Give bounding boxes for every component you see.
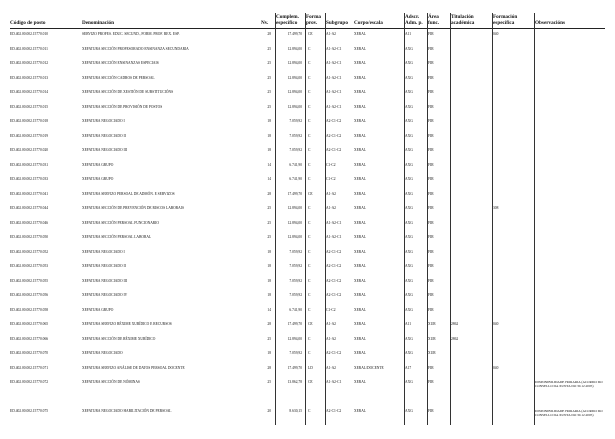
cell-sub: A2-C1-C2 bbox=[326, 278, 342, 283]
cell-corps: XERAL bbox=[354, 380, 366, 384]
cell-forma: LD bbox=[308, 365, 313, 370]
cell-area: FIR bbox=[428, 191, 434, 196]
cell-forma: C bbox=[308, 90, 311, 94]
cell-adscr: AXG bbox=[405, 220, 413, 225]
cell-corps: XERAL bbox=[354, 235, 366, 239]
cell-sub: A1-A2-C1 bbox=[326, 104, 342, 109]
header-forma-2: prov. bbox=[306, 20, 318, 26]
cell-name: XEFATURA NEGOCIADO II bbox=[82, 133, 126, 138]
cell-sub: A2-C1-C2 bbox=[326, 264, 342, 268]
cell-name: XEFATURA SECCIÓN DE NÓMINAS bbox=[82, 380, 140, 384]
cell-comp: 7.059,92 bbox=[289, 119, 302, 123]
cell-corps: XERAL bbox=[354, 206, 366, 210]
cell-sub: A1-A2-C1 bbox=[326, 380, 342, 384]
cell-code: ED.402.00.002.15770.015 bbox=[10, 104, 49, 109]
cell-adscr: AXG bbox=[405, 119, 413, 123]
cell-area: FIR bbox=[428, 409, 434, 413]
cell-level: 14 bbox=[267, 307, 271, 312]
cell-name: XEFATURA GRUPO bbox=[82, 307, 114, 312]
cell-area: FIR bbox=[428, 307, 434, 312]
cell-name: XEFATURA SECCIÓN DE PREVENCIÓN DE RISCOS LABORAIS bbox=[82, 206, 184, 210]
cell-forma: C bbox=[308, 177, 311, 181]
cell-code: ED.402.00.002.15770.011 bbox=[10, 46, 48, 51]
cell-level: 25 bbox=[267, 46, 271, 51]
header-obs: Observacións bbox=[535, 20, 565, 26]
cell-comp: 7.059,92 bbox=[289, 351, 302, 355]
table-row bbox=[10, 105, 605, 117]
cell-adscr: A11 bbox=[405, 322, 412, 326]
cell-code: ED.402.00.002.15770.066 bbox=[10, 336, 49, 341]
cell-name: XEFATURA NEGOCIADO II bbox=[82, 264, 126, 268]
cell-forma: C bbox=[308, 162, 311, 167]
cell-level: 25 bbox=[267, 90, 271, 94]
table-row bbox=[10, 235, 605, 247]
cell-sub: A2-C1-C2 bbox=[326, 148, 342, 152]
cell-name: XEFATURA NEGOCIADO III bbox=[82, 278, 128, 283]
header-adscr-1: Adscr. bbox=[405, 14, 420, 20]
cell-area: FIR bbox=[428, 162, 434, 167]
cell-area: FIR bbox=[428, 46, 434, 51]
table-row bbox=[10, 32, 605, 44]
cell-level: 25 bbox=[267, 336, 271, 341]
cell-code: ED.402.00.002.15770.056 bbox=[10, 293, 49, 297]
cell-sub: A2-C1-C2 bbox=[326, 409, 342, 413]
table-row bbox=[10, 264, 605, 276]
cell-comp: 6.741,90 bbox=[289, 177, 302, 181]
cell-adscr: AXG bbox=[405, 90, 413, 94]
cell-form: 040 bbox=[493, 32, 499, 36]
cell-code: ED.402.00.002.15770.070 bbox=[10, 351, 49, 355]
cell-area: FIR bbox=[428, 380, 434, 384]
cell-comp: 12.894,00 bbox=[287, 206, 302, 210]
cell-comp: 12.894,00 bbox=[287, 104, 302, 109]
cell-sub: A2-C1-C2 bbox=[326, 119, 342, 123]
cell-area: FIR bbox=[428, 220, 434, 225]
cell-area: FIR bbox=[428, 32, 434, 36]
cell-comp: 12.894,00 bbox=[287, 46, 302, 51]
header-formacion-1: Formación bbox=[493, 14, 518, 20]
cell-corps: XERAL bbox=[354, 177, 366, 181]
table-row bbox=[10, 250, 605, 262]
cell-comp: 6.741,90 bbox=[289, 162, 302, 167]
cell-forma: C bbox=[308, 75, 311, 80]
cell-area: FIR bbox=[428, 278, 434, 283]
cell-forma: C bbox=[308, 119, 311, 123]
cell-forma: C bbox=[308, 61, 311, 65]
cell-level: 28 bbox=[267, 191, 271, 196]
cell-corps: XERAL bbox=[354, 409, 366, 413]
cell-sub: A1-A2 bbox=[326, 206, 336, 210]
header-comp-2: específico bbox=[276, 20, 298, 26]
cell-tit: 2862 bbox=[451, 336, 459, 341]
cell-code: ED.402.00.002.15770.075 bbox=[10, 409, 49, 413]
table-row bbox=[10, 308, 605, 320]
cell-corps: XERAL bbox=[354, 119, 366, 123]
cell-form: 040 bbox=[493, 322, 499, 326]
cell-adscr: AXG bbox=[405, 380, 413, 384]
cell-name: XEFATURA NEGOCIADO III bbox=[82, 148, 128, 152]
cell-name: XEFATURA SECCIÓN DE RÉXIME XURÍDICO bbox=[82, 336, 156, 341]
cell-level: 18 bbox=[267, 133, 271, 138]
table-row bbox=[10, 163, 605, 175]
cell-code: ED.402.00.002.15770.019 bbox=[10, 133, 49, 138]
cell-adscr: AXG bbox=[405, 249, 413, 254]
cell-adscr: AXG bbox=[405, 148, 413, 152]
cell-sub: A2-C1-C2 bbox=[326, 133, 342, 138]
cell-level: 18 bbox=[267, 351, 271, 355]
cell-corps: XERAL bbox=[354, 148, 366, 152]
cell-name: XEFATURA SECCIÓN PERSOAL FUNCIONARIO bbox=[82, 220, 159, 225]
table-row bbox=[10, 134, 605, 146]
cell-adscr: AXG bbox=[405, 104, 413, 109]
cell-name: XEFATURA SECCIÓN ENSINANZAS ESPECIAIS bbox=[82, 61, 159, 65]
cell-corps: XERAL bbox=[354, 162, 366, 167]
cell-forma: CE bbox=[308, 322, 313, 326]
cell-comp: 8.630,15 bbox=[289, 409, 302, 413]
table-row bbox=[10, 366, 605, 378]
header-area-1: Área bbox=[428, 14, 439, 20]
cell-area: FIR bbox=[428, 148, 434, 152]
cell-sub: C1-C2 bbox=[326, 162, 336, 167]
cell-name: XEFATURA SECCIÓN PERSOAL LABORAL bbox=[82, 235, 152, 239]
cell-adscr: AXG bbox=[405, 61, 413, 65]
cell-level: 28 bbox=[267, 32, 271, 36]
cell-area: FIR bbox=[428, 61, 434, 65]
cell-code: ED.402.00.002.15770.031 bbox=[10, 162, 49, 167]
cell-adscr: AXG bbox=[405, 75, 413, 80]
cell-adscr: A17 bbox=[405, 365, 412, 370]
cell-comp: 7.059,92 bbox=[289, 264, 302, 268]
cell-adscr: AXG bbox=[405, 177, 413, 181]
cell-code: ED.402.00.002.15770.041 bbox=[10, 191, 49, 196]
cell-forma: CE bbox=[308, 32, 313, 36]
cell-level: 18 bbox=[267, 148, 271, 152]
cell-area: FIR bbox=[428, 90, 434, 94]
cell-corps: XERAL bbox=[354, 264, 366, 268]
header-titulacion-2: académica bbox=[451, 20, 475, 26]
cell-forma: C bbox=[308, 293, 311, 297]
cell-name: XEFATURA SERVIZO ANÁLISE DE DATOS PERSOAL DOCENTE bbox=[82, 365, 185, 370]
cell-forma: C bbox=[308, 307, 311, 312]
cell-code: ED.402.00.002.15770.033 bbox=[10, 177, 49, 181]
cell-comp: 12.894,00 bbox=[287, 75, 302, 80]
cell-sub: C1-C2 bbox=[326, 307, 336, 312]
cell-adscr: AXG bbox=[405, 235, 413, 239]
header-rule bbox=[10, 28, 605, 29]
cell-adscr: AXG bbox=[405, 191, 413, 196]
cell-corps: XERAL bbox=[354, 336, 366, 341]
cell-forma: C bbox=[308, 351, 311, 355]
cell-area: FIR bbox=[428, 249, 434, 254]
cell-corps: XERAL bbox=[354, 322, 366, 326]
cell-code: ED.402.00.002.15770.072 bbox=[10, 380, 49, 384]
cell-code: ED.402.00.002.15770.058 bbox=[10, 307, 49, 312]
cell-area: FIR bbox=[428, 119, 434, 123]
cell-forma: C bbox=[308, 235, 311, 239]
cell-code: ED.402.00.002.15770.071 bbox=[10, 365, 49, 370]
cell-corps: XERAL bbox=[354, 220, 366, 225]
table-row bbox=[10, 409, 605, 421]
cell-level: 18 bbox=[267, 278, 271, 283]
cell-name: XEFATURA NEGOCIADO I bbox=[82, 249, 125, 254]
table-row bbox=[10, 322, 605, 334]
header-subgroup: Subgrupo bbox=[326, 20, 348, 26]
cell-area: FIR bbox=[428, 177, 434, 181]
table-row bbox=[10, 337, 605, 349]
cell-comp: 17.499,70 bbox=[287, 365, 302, 370]
cell-name: XEFATURA NEGOCIADO IV bbox=[82, 293, 128, 297]
cell-comp: 7.059,92 bbox=[289, 278, 302, 283]
cell-sub: A1-A2 bbox=[326, 336, 336, 341]
cell-obs: DISPONIBILIDADE HORARIA (ACORDO DO CONSELLO DA XUNTA DO 30.12.2005) bbox=[535, 409, 603, 417]
cell-tit: 2862 bbox=[451, 322, 459, 326]
cell-corps: XERAL bbox=[354, 133, 366, 138]
cell-level: 18 bbox=[267, 293, 271, 297]
table-row bbox=[10, 206, 605, 218]
cell-forma: C bbox=[308, 206, 311, 210]
cell-level: 25 bbox=[267, 61, 271, 65]
cell-forma: C bbox=[308, 220, 311, 225]
header-area-2: func. bbox=[428, 20, 440, 26]
cell-level: 18 bbox=[267, 264, 271, 268]
cell-code: ED.402.00.002.15770.046 bbox=[10, 220, 49, 225]
cell-sub: A1-A2 bbox=[326, 322, 336, 326]
cell-forma: C bbox=[308, 104, 311, 109]
cell-code: ED.402.00.002.15770.053 bbox=[10, 264, 49, 268]
cell-corps: XERAL bbox=[354, 32, 366, 36]
cell-level: 28 bbox=[267, 322, 271, 326]
cell-corps: XERAL bbox=[354, 307, 366, 312]
table-row bbox=[10, 47, 605, 59]
cell-forma: C bbox=[308, 46, 311, 51]
table-row bbox=[10, 119, 605, 131]
header-titulacion-1: Titulación bbox=[451, 14, 474, 20]
cell-comp: 7.059,92 bbox=[289, 133, 302, 138]
cell-comp: 17.499,70 bbox=[287, 322, 302, 326]
cell-name: XEFATURA GRUPO bbox=[82, 162, 114, 167]
cell-forma: CE bbox=[308, 191, 313, 196]
cell-adscr: AXG bbox=[405, 409, 413, 413]
cell-sub: C1-C2 bbox=[326, 177, 336, 181]
cell-level: 25 bbox=[267, 75, 271, 80]
cell-level: 25 bbox=[267, 235, 271, 239]
cell-area: FIR bbox=[428, 133, 434, 138]
header-code: Código de posto bbox=[10, 20, 46, 26]
cell-corps: XERAL bbox=[354, 90, 366, 94]
cell-name: XEFATURA SECCIÓN DE PROVISIÓN DE POSTOS bbox=[82, 104, 163, 109]
cell-sub: A1-A2-C1 bbox=[326, 61, 342, 65]
table-row bbox=[10, 61, 605, 73]
cell-adscr: AXG bbox=[405, 162, 413, 167]
cell-area: FIR bbox=[428, 365, 434, 370]
cell-adscr: AXG bbox=[405, 351, 413, 355]
cell-forma: C bbox=[308, 278, 311, 283]
cell-area: FIR bbox=[428, 75, 434, 80]
cell-corps: XERAL bbox=[354, 293, 366, 297]
cell-code: ED.402.00.002.15770.013 bbox=[10, 75, 49, 80]
cell-name: XEFATURA SERVIZO PERSOAL DE ADMÓN. E SERVIZOS bbox=[82, 191, 175, 196]
cell-comp: 12.894,00 bbox=[287, 336, 302, 341]
cell-area: FIR bbox=[428, 264, 434, 268]
cell-corps: XERAL bbox=[354, 249, 366, 254]
cell-level: 18 bbox=[267, 249, 271, 254]
cell-code: ED.402.00.002.15770.014 bbox=[10, 90, 49, 94]
table-row bbox=[10, 76, 605, 88]
header-level: Nv. bbox=[261, 20, 269, 26]
cell-area: XUR bbox=[428, 336, 436, 341]
cell-sub: A2-C1-C2 bbox=[326, 351, 342, 355]
cell-sub: A1-A2-C1 bbox=[326, 220, 342, 225]
cell-code: ED.402.00.002.15770.050 bbox=[10, 235, 49, 239]
cell-sub: A1-A2-C1 bbox=[326, 46, 342, 51]
cell-adscr: AXG bbox=[405, 264, 413, 268]
cell-comp: 12.894,00 bbox=[287, 220, 302, 225]
cell-code: ED.402.00.002.15770.020 bbox=[10, 148, 49, 152]
cell-level: 28 bbox=[267, 365, 271, 370]
table-row bbox=[10, 90, 605, 102]
cell-corps: XERAL bbox=[354, 75, 366, 80]
cell-comp: 13.862,78 bbox=[287, 380, 302, 384]
cell-code: ED.402.00.002.15770.052 bbox=[10, 249, 49, 254]
cell-comp: 6.741,90 bbox=[289, 307, 302, 312]
cell-adscr: AXG bbox=[405, 206, 413, 210]
cell-comp: 12.894,00 bbox=[287, 235, 302, 239]
cell-corps: XERAL bbox=[354, 351, 366, 355]
cell-code: ED.402.00.002.15770.044 bbox=[10, 206, 49, 210]
cell-level: 25 bbox=[267, 206, 271, 210]
cell-comp: 17.499,70 bbox=[287, 32, 302, 36]
cell-code: ED.402.00.002.15770.065 bbox=[10, 322, 49, 326]
cell-comp: 7.059,92 bbox=[289, 249, 302, 254]
cell-comp: 7.059,92 bbox=[289, 148, 302, 152]
cell-sub: A1-A2-C1 bbox=[326, 90, 342, 94]
cell-comp: 7.059,92 bbox=[289, 293, 302, 297]
header-comp-1: Complem. bbox=[276, 14, 299, 20]
cell-adscr: AXG bbox=[405, 336, 413, 341]
cell-name: XEFATURA GRUPO bbox=[82, 177, 114, 181]
cell-sub: A1-A2 bbox=[326, 32, 336, 36]
cell-area: XUR bbox=[428, 351, 436, 355]
cell-name: XEFATURA SECCIÓN DE XESTIÓN DE SUBSTITUCIÓNS bbox=[82, 90, 174, 94]
cell-level: 14 bbox=[267, 162, 271, 167]
cell-name: XEFATURA NEGOCIADO bbox=[82, 351, 123, 355]
cell-level: 18 bbox=[267, 119, 271, 123]
cell-corps: XERAL bbox=[354, 61, 366, 65]
cell-code: ED.402.00.002.15770.012 bbox=[10, 61, 49, 65]
cell-name: XEFATURA SECCIÓN PROFESORADO ENSINANZA SECUNDARIA bbox=[82, 46, 189, 51]
cell-name: SERVIZO PROFES. EDUC. SECUND., FORM. PROF. REX. ESP. bbox=[82, 32, 180, 36]
cell-area: FIR bbox=[428, 235, 434, 239]
cell-code: ED.402.00.002.15770.018 bbox=[10, 119, 49, 123]
cell-sub: A1-A2-C1 bbox=[326, 75, 342, 80]
cell-corps: XERAL/DOCENTE bbox=[354, 365, 384, 370]
table-row bbox=[10, 148, 605, 160]
cell-corps: XERAL bbox=[354, 278, 366, 283]
cell-comp: 17.499,70 bbox=[287, 191, 302, 196]
cell-adscr: AXG bbox=[405, 46, 413, 51]
header-corps: Corpo/escala bbox=[354, 20, 383, 26]
header-formacion-2: específica bbox=[493, 20, 515, 26]
cell-name: XEFATURA NEGOCIADO I bbox=[82, 119, 125, 123]
cell-sub: A1-A2-C1 bbox=[326, 235, 342, 239]
cell-forma: CE bbox=[308, 380, 313, 384]
cell-forma: C bbox=[308, 264, 311, 268]
cell-comp: 12.894,00 bbox=[287, 90, 302, 94]
cell-sub: A1-A2 bbox=[326, 365, 336, 370]
cell-code: ED.402.00.002.15770.055 bbox=[10, 278, 49, 283]
table-row bbox=[10, 177, 605, 189]
cell-form: 308 bbox=[493, 206, 499, 210]
cell-level: 25 bbox=[267, 220, 271, 225]
cell-level: 25 bbox=[267, 380, 271, 384]
cell-area: XUR bbox=[428, 322, 436, 326]
cell-corps: XERAL bbox=[354, 46, 366, 51]
cell-corps: XERAL bbox=[354, 191, 366, 196]
cell-forma: C bbox=[308, 336, 311, 341]
cell-level: 25 bbox=[267, 104, 271, 109]
header-forma-1: Forma bbox=[306, 14, 321, 20]
cell-forma: C bbox=[308, 133, 311, 138]
cell-comp: 12.894,00 bbox=[287, 61, 302, 65]
cell-level: 14 bbox=[267, 177, 271, 181]
cell-adscr: AXG bbox=[405, 133, 413, 138]
table-row bbox=[10, 351, 605, 363]
cell-forma: C bbox=[308, 409, 311, 413]
cell-name: XEFATURA NEGOCIADO HABILITACIÓN DE PERSOAL bbox=[82, 409, 172, 413]
cell-obs: DISPONIBILIDADE HORARIA (ACORDO DO CONSELLO DA XUNTA DO 30.12.2005) bbox=[535, 380, 603, 388]
cell-name: XEFATURA SERVIZO RÉXIME XURÍDICO E RECURSOS bbox=[82, 322, 172, 326]
cell-area: FIR bbox=[428, 293, 434, 297]
cell-level: 20 bbox=[267, 409, 271, 413]
header-name: Denominación bbox=[82, 20, 114, 26]
table-row bbox=[10, 279, 605, 291]
cell-sub: A1-A2 bbox=[326, 191, 336, 196]
cell-forma: C bbox=[308, 148, 311, 152]
cell-forma: C bbox=[308, 249, 311, 254]
header-adscr-2: Adm. p. bbox=[405, 20, 423, 26]
table-row bbox=[10, 192, 605, 204]
cell-area: FIR bbox=[428, 104, 434, 109]
table-row bbox=[10, 221, 605, 233]
table-row bbox=[10, 380, 605, 392]
cell-adscr: A11 bbox=[405, 32, 412, 36]
cell-adscr: AXG bbox=[405, 293, 413, 297]
cell-sub: A2-C1-C2 bbox=[326, 293, 342, 297]
cell-name: XEFATURA SECCIÓN CADROS DE PERSOAL bbox=[82, 75, 155, 80]
cell-code: ED.402.00.002.15770.010 bbox=[10, 32, 49, 36]
cell-corps: XERAL bbox=[354, 104, 366, 109]
cell-form: 040 bbox=[493, 365, 499, 370]
cell-sub: A2-C1-C2 bbox=[326, 249, 342, 254]
cell-area: FIR bbox=[428, 206, 434, 210]
table-row bbox=[10, 293, 605, 305]
cell-adscr: AXG bbox=[405, 278, 413, 283]
cell-adscr: AXG bbox=[405, 307, 413, 312]
